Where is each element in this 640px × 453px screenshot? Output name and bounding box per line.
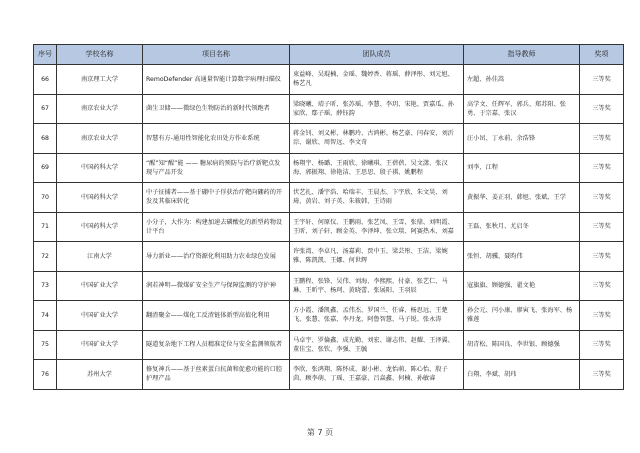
cell-advisors: 黄振华、姜正羽、韩旭、张斌、王学	[464, 183, 580, 213]
cell-project: “醒”知“醒”能 —— 糖尿病的预防与治疗新靶点发现与产品开发	[143, 153, 290, 183]
cell-project: 修复神兵——基于丝素蛋白抗菌和促愈功能的口腔护理产品	[143, 360, 290, 390]
cell-team: 蒋金钊、刘义彬、林鹏玲、古鸿彬、杨艺豪、闫春安、刘沂淙、谢欣、周智远、李文奇	[290, 124, 464, 154]
cell-team: 梁晓曦、靖子昕、张苏瑶、李慧、李玥、宋艳、贾嘉瓜、孙家欣、鄢子瑶、薛钰韵	[290, 94, 464, 124]
cell-project: 中子征捕者——基于硼中子俘获治疗靶向硼药的开发及其临床转化	[143, 183, 290, 213]
cell-advisors: 刘李、江程	[464, 153, 580, 183]
cell-advisors: 汪小旵、丁永前、余浩锋	[464, 124, 580, 154]
cell-team: 许张湾、李卓凡、汤嘉莉、贾中玉、梁芸彤、王洁、梁婉雅、陈凯凯、王娜、何世辉	[290, 242, 464, 272]
header-award: 奖项	[580, 45, 624, 65]
cell-no: 74	[34, 301, 57, 331]
cell-award: 三等奖	[580, 183, 624, 213]
cell-project: 菌生卫储——微绿色生物防治的新时代领跑者	[143, 94, 290, 124]
header-advisors: 指导教师	[464, 45, 580, 65]
cell-advisors: 左超、孙佳嵩	[464, 65, 580, 95]
cell-award: 三等奖	[580, 330, 624, 360]
cell-no: 76	[34, 360, 57, 390]
cell-team: 杨翔宇、杨璐、王雨欣、徐曦琪、王蓓蓓、吴文潇、张汉海、郭振翔、徐艳洁、王思思、殷子祺、姚鹏程	[290, 153, 464, 183]
cell-school: 中国矿业大学	[57, 330, 143, 360]
cell-no: 73	[34, 271, 57, 301]
cell-advisors: 张恒、胡骥、聂昀伟	[464, 242, 580, 272]
cell-team: 伏艺扎、潘宇浩、哈瑞丰、王晨杰、卞宇欣、朱文昊、刘琦、黄岩、刘子英、朱筱韩、王诗雨	[290, 183, 464, 213]
cell-advisors: 孙会元、闫小康、廖寅飞、张海军、杨雅莲	[464, 301, 580, 331]
cell-team: 王宇轩、何原仪、王鹏雨、张艺凤、王雪、张鼎、刘明霞、王昕、刘子轩、顾金英、李泽坤、张立琰、阿赛热木、刘嘉	[290, 212, 464, 242]
cell-award: 三等奖	[580, 242, 624, 272]
cell-project: 小分子，大作为：构建加速去磷酸化的新型药物设计平台	[143, 212, 290, 242]
cell-award: 三等奖	[580, 360, 624, 390]
cell-team: 马卓宇、罗倫鑫、成光勤、刘宏、谢志伟、赵耀、王泽翼、董佳宝、张钦、李强、王毓	[290, 330, 464, 360]
cell-advisors: 白翔、李斌、胡玮	[464, 360, 580, 390]
cell-school: 中国矿业大学	[57, 271, 143, 301]
table-row	[34, 183, 624, 213]
cell-school: 中国药科大学	[57, 153, 143, 183]
cell-award: 三等奖	[580, 153, 624, 183]
cell-award: 三等奖	[580, 301, 624, 331]
table-row	[34, 212, 624, 242]
cell-award: 三等奖	[580, 212, 624, 242]
cell-school: 南京农业大学	[57, 124, 143, 154]
cell-school: 中国矿业大学	[57, 301, 143, 331]
header-project: 项目名称	[143, 45, 290, 65]
table-row	[34, 301, 624, 331]
cell-no: 72	[34, 242, 57, 272]
table-row	[34, 65, 624, 95]
cell-project: 翻渣聚金——煤化工反渣链体新型高值化利用	[143, 301, 290, 331]
cell-award: 三等奖	[580, 65, 624, 95]
cell-school: 南京理工大学	[57, 65, 143, 95]
cell-no: 66	[34, 65, 57, 95]
table-row	[34, 124, 624, 154]
cell-team: 方小霞、潘凯鑫、孟伟杰、罗国兰、任睿、杨思远、王楚飞、张慧、张嘉、李丹龙、阿鲁智慧、马子锐、张永涛	[290, 301, 464, 331]
cell-project: 润若神明—微煤矿安全生产与保障监测的守护神	[143, 271, 290, 301]
cell-project: 智慧有方-通用性智能化农田处方作业系统	[143, 124, 290, 154]
cell-no: 67	[34, 94, 57, 124]
cell-school: 中国药科大学	[57, 183, 143, 213]
awards-table	[33, 44, 624, 390]
table-row	[34, 153, 624, 183]
cell-no: 69	[34, 153, 57, 183]
cell-award: 三等奖	[580, 124, 624, 154]
page-number: 第 7 页	[306, 428, 334, 437]
table-row	[34, 242, 624, 272]
table-row	[34, 330, 624, 360]
header-row	[34, 45, 624, 65]
cell-school: 南京农业大学	[57, 94, 143, 124]
cell-team: 王鹏程、张锋、吴伟、刘海、李熙熙、付豪、张艺仁、马琳、王昕宇、杨珂、黄晓蕾、张展阳、王羽辰	[290, 271, 464, 301]
table-row	[34, 360, 624, 390]
header-school: 学校名称	[57, 45, 143, 65]
cell-advisors: 高学文、任辉军、郭兵、郑苏阳、张勇、于宗嘉、张汉	[464, 94, 580, 124]
cell-project: RemoDefender 高通量智能计算数字病理扫描仪	[143, 65, 290, 95]
cell-award: 三等奖	[580, 271, 624, 301]
cell-project: 导力新业——治疗资源化利用助力农业绿色发展	[143, 242, 290, 272]
cell-no: 71	[34, 212, 57, 242]
cell-no: 70	[34, 183, 57, 213]
table-row	[34, 271, 624, 301]
cell-advisors: 胡青松、陈国良、李世银、顾德强	[464, 330, 580, 360]
cell-project: 隧道复杂地下工程人员精准定位与安全监测领航者	[143, 330, 290, 360]
cell-school: 中国药科大学	[57, 212, 143, 242]
cell-no: 75	[34, 330, 57, 360]
header-no: 序号	[34, 45, 57, 65]
cell-team: 李欣、张鸿翔、陈怀成、谢小彬、龙怡萌、陈心怡、殷子茵、顾李萌、丁瑶、王嘉豪、吕焱鑫、何楠、孙敏睿	[290, 360, 464, 390]
cell-team: 束益峰、吴琨楠、金瑶、魏婷香、蒋瑶、薛泽彤、刘元旭、杨艺凡	[290, 65, 464, 95]
cell-award: 三等奖	[580, 94, 624, 124]
cell-advisors: 王磊、张秋月、尤启冬	[464, 212, 580, 242]
cell-school: 江南大学	[57, 242, 143, 272]
table-row	[34, 94, 624, 124]
cell-school: 苏州大学	[57, 360, 143, 390]
header-team: 团队成员	[290, 45, 464, 65]
cell-advisors: 寇旗旗、顾德强、翟文艳	[464, 271, 580, 301]
cell-no: 68	[34, 124, 57, 154]
